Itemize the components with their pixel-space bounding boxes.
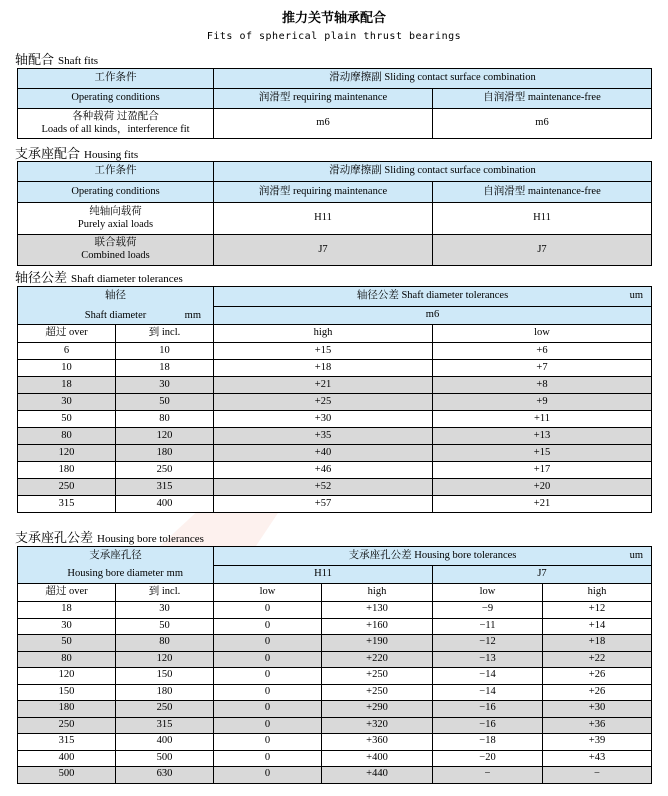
um-unit: um bbox=[629, 290, 644, 302]
h11-low-header: low bbox=[214, 584, 322, 602]
requiring-maintenance-header: 润滑型 requiring maintenance bbox=[214, 89, 433, 109]
mm-unit: mm bbox=[166, 567, 184, 579]
h11-high-value: +320 bbox=[322, 717, 433, 734]
table-row bbox=[18, 684, 652, 701]
incl-value: 120 bbox=[116, 428, 214, 445]
high-value: +21 bbox=[214, 377, 433, 394]
h11-high-value: +250 bbox=[322, 684, 433, 701]
table-row bbox=[18, 462, 652, 479]
shaft-tol-heading-cn: 轴径公差 bbox=[15, 270, 68, 285]
low-value: +20 bbox=[433, 479, 652, 496]
low-value: +17 bbox=[433, 462, 652, 479]
working-conditions-cn: 工作条件 bbox=[18, 162, 214, 182]
j7-high-value: +39 bbox=[543, 734, 652, 751]
low-value: +15 bbox=[433, 445, 652, 462]
j7-high-value: +18 bbox=[543, 635, 652, 652]
load-condition-cell bbox=[18, 203, 214, 235]
um-unit: um bbox=[629, 549, 644, 561]
high-header: high bbox=[214, 325, 433, 343]
incl-value: 80 bbox=[116, 411, 214, 428]
h11-high-value: +190 bbox=[322, 635, 433, 652]
incl-value: 30 bbox=[116, 602, 214, 619]
over-value: 180 bbox=[18, 701, 116, 718]
incl-value: 150 bbox=[116, 668, 214, 685]
load-condition-cn: 各种载荷 过盈配合 bbox=[72, 110, 159, 122]
table-row bbox=[18, 701, 652, 718]
load-condition-en: Purely axial loads bbox=[77, 218, 154, 230]
table-row bbox=[18, 734, 652, 751]
h11-high-value: +440 bbox=[322, 767, 433, 784]
table-row bbox=[18, 717, 652, 734]
table-row bbox=[18, 377, 652, 394]
h11-low-value: 0 bbox=[214, 668, 322, 685]
load-condition-cn: 纯轴向载荷 bbox=[89, 205, 142, 217]
j7-high-value: +14 bbox=[543, 618, 652, 635]
incl-value: 315 bbox=[116, 479, 214, 496]
shaft-tol-heading-en: Shaft diameter tolerances bbox=[71, 273, 183, 285]
housing-fits-heading-cn: 支承座配合 bbox=[15, 146, 81, 161]
incl-value: 400 bbox=[116, 496, 214, 513]
h11-low-value: 0 bbox=[214, 635, 322, 652]
j7-high-value: +26 bbox=[543, 668, 652, 685]
incl-value: 630 bbox=[116, 767, 214, 784]
h11-low-value: 0 bbox=[214, 701, 322, 718]
shaft-tol-label-cell bbox=[214, 287, 652, 307]
h11-high-value: +360 bbox=[322, 734, 433, 751]
j7-header: J7 bbox=[433, 566, 652, 584]
page-title: 推力关节轴承配合 bbox=[281, 11, 386, 26]
incl-header: 到 incl. bbox=[116, 325, 214, 343]
incl-value: 180 bbox=[116, 684, 214, 701]
h11-low-value: 0 bbox=[214, 618, 322, 635]
mm-unit: mm bbox=[184, 309, 201, 321]
m6-header: m6 bbox=[214, 307, 652, 325]
j7-high-header: high bbox=[543, 584, 652, 602]
load-condition-en: Combined loads bbox=[81, 250, 150, 261]
table-row bbox=[18, 496, 652, 513]
shaft-diameter-en bbox=[18, 310, 213, 323]
high-value: +18 bbox=[214, 360, 433, 377]
load-condition-cell bbox=[18, 109, 214, 139]
j7-low-value: − bbox=[433, 767, 543, 784]
sliding-combination-header: 滑动摩擦副 Sliding contact surface combination bbox=[214, 69, 652, 89]
over-value: 30 bbox=[18, 618, 116, 635]
shaft-diameter-en-label: Shaft diameter bbox=[84, 309, 147, 321]
over-header: 超过 over bbox=[18, 584, 116, 602]
incl-value: 50 bbox=[116, 618, 214, 635]
low-value: +8 bbox=[433, 377, 652, 394]
over-value: 6 bbox=[18, 343, 116, 360]
fit-value: J7 bbox=[433, 235, 652, 266]
incl-value: 50 bbox=[116, 394, 214, 411]
table-row bbox=[18, 750, 652, 767]
incl-header: 到 incl. bbox=[116, 584, 214, 602]
j7-high-value: − bbox=[543, 767, 652, 784]
shaft-fits-table bbox=[17, 68, 652, 139]
low-value: +11 bbox=[433, 411, 652, 428]
high-value: +52 bbox=[214, 479, 433, 496]
table-row bbox=[18, 343, 652, 360]
over-value: 120 bbox=[18, 668, 116, 685]
operating-conditions-en: Operating conditions bbox=[18, 182, 214, 203]
load-condition-cell bbox=[18, 235, 214, 266]
operating-conditions-en: Operating conditions bbox=[18, 89, 214, 109]
over-value: 80 bbox=[18, 428, 116, 445]
fit-value: H11 bbox=[214, 203, 433, 235]
shaft-fits-heading-cn: 轴配合 bbox=[15, 52, 55, 67]
high-value: +40 bbox=[214, 445, 433, 462]
table-row bbox=[18, 602, 652, 619]
housing-tol-heading bbox=[15, 527, 204, 546]
j7-low-value: −14 bbox=[433, 668, 543, 685]
page-subtitle: Fits of spherical plain thrust bearings bbox=[206, 31, 462, 42]
j7-high-value: +36 bbox=[543, 717, 652, 734]
shaft-tolerance-rows bbox=[18, 343, 652, 513]
h11-low-value: 0 bbox=[214, 651, 322, 668]
h11-high-value: +250 bbox=[322, 668, 433, 685]
h11-high-value: +290 bbox=[322, 701, 433, 718]
over-value: 18 bbox=[18, 377, 116, 394]
table-row bbox=[18, 394, 652, 411]
h11-low-value: 0 bbox=[214, 734, 322, 751]
working-conditions-cn: 工作条件 bbox=[18, 69, 214, 89]
low-value: +13 bbox=[433, 428, 652, 445]
housing-diameter-cn: 支承座孔径 bbox=[89, 550, 142, 561]
housing-tol-label-cell bbox=[214, 547, 652, 566]
incl-value: 400 bbox=[116, 734, 214, 751]
incl-value: 250 bbox=[116, 462, 214, 479]
j7-low-value: −11 bbox=[433, 618, 543, 635]
j7-low-value: −18 bbox=[433, 734, 543, 751]
j7-high-value: +12 bbox=[543, 602, 652, 619]
high-value: +25 bbox=[214, 394, 433, 411]
h11-low-value: 0 bbox=[214, 602, 322, 619]
housing-diameter-header bbox=[18, 547, 214, 584]
table-row bbox=[18, 651, 652, 668]
j7-low-value: −9 bbox=[433, 602, 543, 619]
high-value: +15 bbox=[214, 343, 433, 360]
housing-tolerance-rows bbox=[18, 602, 652, 784]
over-value: 180 bbox=[18, 462, 116, 479]
requiring-maintenance-header: 润滑型 requiring maintenance bbox=[214, 182, 433, 203]
j7-low-value: −12 bbox=[433, 635, 543, 652]
j7-high-value: +30 bbox=[543, 701, 652, 718]
maintenance-free-header: 自润滑型 maintenance-free bbox=[433, 89, 652, 109]
table-row bbox=[18, 767, 652, 784]
fit-value: H11 bbox=[433, 203, 652, 235]
over-value: 250 bbox=[18, 717, 116, 734]
housing-tolerance-table bbox=[17, 546, 652, 784]
table-row bbox=[18, 428, 652, 445]
j7-low-value: −13 bbox=[433, 651, 543, 668]
housing-fits-table bbox=[17, 161, 652, 266]
j7-low-value: −14 bbox=[433, 684, 543, 701]
maintenance-free-header: 自润滑型 maintenance-free bbox=[433, 182, 652, 203]
housing-diameter-en-label: Housing bore diameter bbox=[67, 567, 164, 579]
table-row bbox=[18, 411, 652, 428]
over-value: 400 bbox=[18, 750, 116, 767]
high-value: +57 bbox=[214, 496, 433, 513]
table-row bbox=[18, 668, 652, 685]
shaft-diameter-cn: 轴径 bbox=[105, 290, 126, 301]
fit-value: J7 bbox=[214, 235, 433, 266]
j7-high-value: +43 bbox=[543, 750, 652, 767]
h11-high-value: +220 bbox=[322, 651, 433, 668]
over-value: 315 bbox=[18, 496, 116, 513]
over-value: 30 bbox=[18, 394, 116, 411]
j7-high-value: +22 bbox=[543, 651, 652, 668]
over-value: 10 bbox=[18, 360, 116, 377]
h11-header: H11 bbox=[214, 566, 433, 584]
j7-low-header: low bbox=[433, 584, 543, 602]
h11-high-header: high bbox=[322, 584, 433, 602]
shaft-tolerance-table bbox=[17, 286, 652, 513]
table-row bbox=[18, 360, 652, 377]
table-row bbox=[18, 635, 652, 652]
high-value: +46 bbox=[214, 462, 433, 479]
table-row bbox=[18, 618, 652, 635]
incl-value: 315 bbox=[116, 717, 214, 734]
incl-value: 180 bbox=[116, 445, 214, 462]
h11-high-value: +400 bbox=[322, 750, 433, 767]
incl-value: 10 bbox=[116, 343, 214, 360]
over-value: 150 bbox=[18, 684, 116, 701]
incl-value: 80 bbox=[116, 635, 214, 652]
housing-tol-heading-en: Housing bore tolerances bbox=[97, 533, 204, 545]
table-row bbox=[18, 445, 652, 462]
low-value: +7 bbox=[433, 360, 652, 377]
h11-high-value: +130 bbox=[322, 602, 433, 619]
j7-high-value: +26 bbox=[543, 684, 652, 701]
shaft-tol-label: 轴径公差 Shaft diameter tolerances bbox=[356, 290, 509, 302]
high-value: +35 bbox=[214, 428, 433, 445]
shaft-fits-heading bbox=[15, 49, 98, 68]
incl-value: 18 bbox=[116, 360, 214, 377]
housing-fits-heading-en: Housing fits bbox=[84, 149, 139, 161]
housing-tol-label: 支承座孔公差 Housing bore tolerances bbox=[348, 549, 517, 561]
incl-value: 250 bbox=[116, 701, 214, 718]
incl-value: 120 bbox=[116, 651, 214, 668]
j7-low-value: −20 bbox=[433, 750, 543, 767]
fit-value: m6 bbox=[214, 109, 433, 139]
housing-diameter-en bbox=[18, 568, 213, 581]
sliding-combination-header: 滑动摩擦副 Sliding contact surface combination bbox=[214, 162, 652, 182]
h11-high-value: +160 bbox=[322, 618, 433, 635]
over-value: 500 bbox=[18, 767, 116, 784]
over-value: 50 bbox=[18, 635, 116, 652]
h11-low-value: 0 bbox=[214, 767, 322, 784]
load-condition-cn: 联合载荷 bbox=[94, 237, 137, 249]
over-value: 250 bbox=[18, 479, 116, 496]
shaft-diameter-header bbox=[18, 287, 214, 325]
h11-low-value: 0 bbox=[214, 684, 322, 701]
incl-value: 500 bbox=[116, 750, 214, 767]
over-value: 18 bbox=[18, 602, 116, 619]
over-value: 315 bbox=[18, 734, 116, 751]
low-value: +9 bbox=[433, 394, 652, 411]
shaft-tol-heading bbox=[15, 267, 183, 286]
incl-value: 30 bbox=[116, 377, 214, 394]
over-value: 80 bbox=[18, 651, 116, 668]
h11-low-value: 0 bbox=[214, 717, 322, 734]
shaft-fits-heading-en: Shaft fits bbox=[58, 55, 99, 67]
low-header: low bbox=[433, 325, 652, 343]
j7-low-value: −16 bbox=[433, 717, 543, 734]
low-value: +6 bbox=[433, 343, 652, 360]
over-value: 120 bbox=[18, 445, 116, 462]
load-condition-en: Loads of all kinds，interference fit bbox=[41, 123, 190, 135]
table-row bbox=[18, 479, 652, 496]
fit-value: m6 bbox=[433, 109, 652, 139]
h11-low-value: 0 bbox=[214, 750, 322, 767]
high-value: +30 bbox=[214, 411, 433, 428]
low-value: +21 bbox=[433, 496, 652, 513]
housing-tol-heading-cn: 支承座孔公差 bbox=[15, 530, 94, 545]
housing-fits-heading bbox=[15, 143, 138, 162]
j7-low-value: −16 bbox=[433, 701, 543, 718]
over-value: 50 bbox=[18, 411, 116, 428]
over-header: 超过 over bbox=[18, 325, 116, 343]
